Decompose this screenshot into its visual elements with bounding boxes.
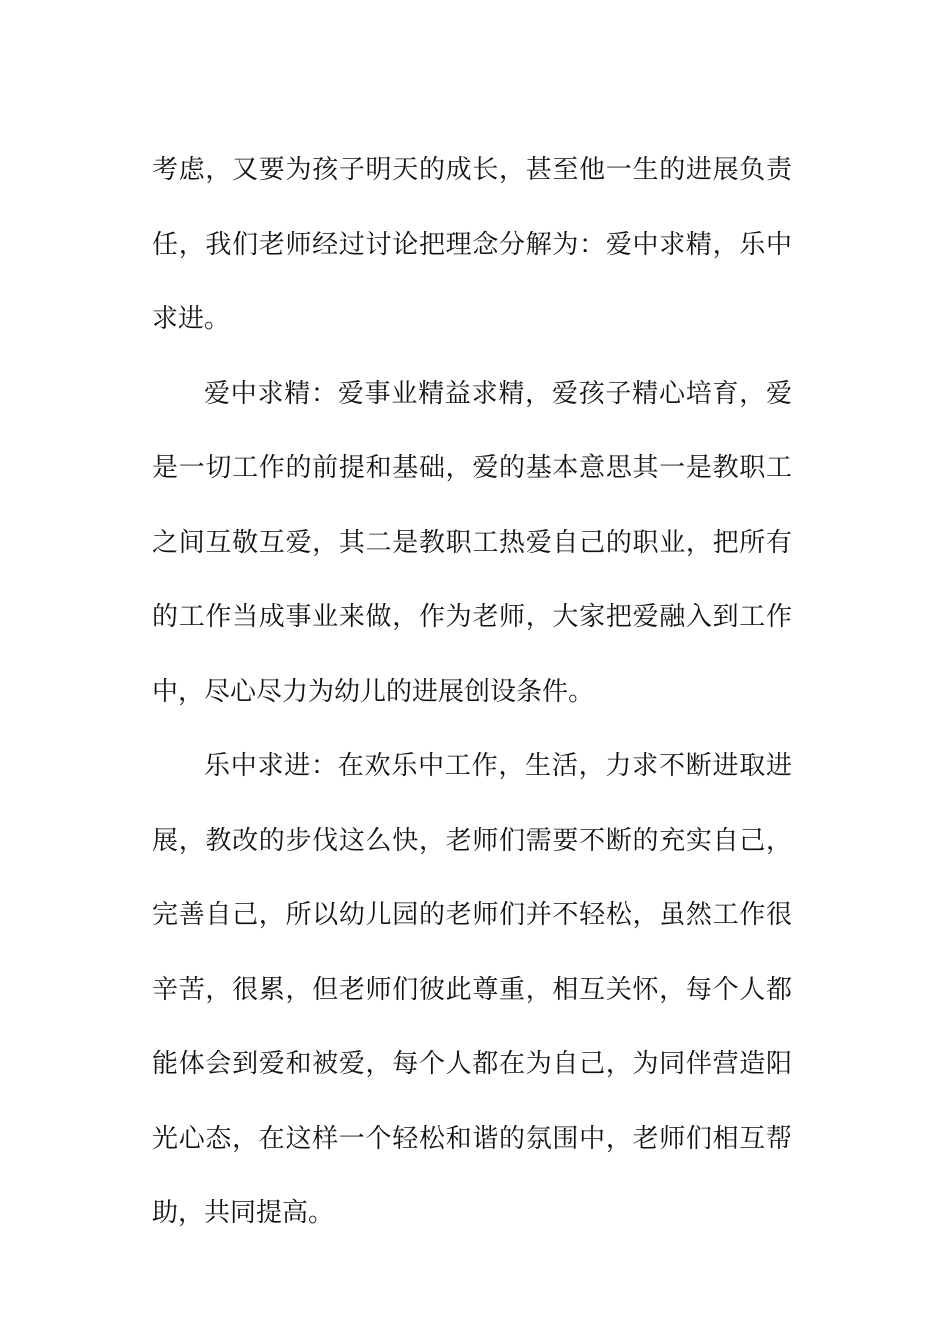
paragraph-continuation: 考虑，又要为孩子明天的成长，甚至他一生的进展负责任，我们老师经过讨论把理念分解为：爱中求精，乐中求进。 bbox=[152, 155, 792, 334]
document-body bbox=[152, 133, 792, 1251]
paragraph-ai-zhong-qiu-jing: 爱中求精：爱事业精益求精，爱孩子精心培育，爱是一切工作的前提和基础，爱的基本意思其一是教职工之间互敬互爱，其二是教职工热爱自己的职业，把所有的工作当成事业来做，作为老师，大家把爱融入到工作中，尽心尽力为幼儿的进展创设条件。 bbox=[152, 378, 792, 707]
paragraph-le-zhong-qiu-jin: 乐中求进：在欢乐中工作，生活，力求不断进取进展，教改的步伐这么快，老师们需要不断的充实自己，完善自己，所以幼儿园的老师们并不轻松，虽然工作很辛苦，很累，但老师们彼此尊重，相互关怀，每个人都能体会到爱和被爱，每个人都在为自己，为同伴营造阳光心态，在这样一个轻松和谐的氛围中，老师们相互帮助，共同提高。 bbox=[152, 751, 792, 1228]
